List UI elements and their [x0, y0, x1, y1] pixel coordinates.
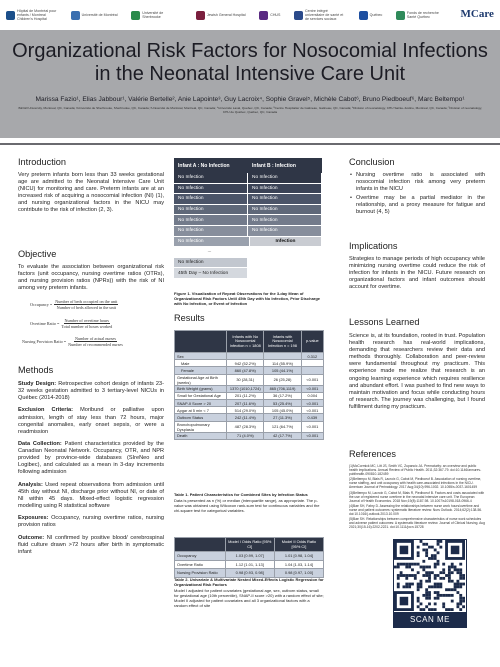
table-row: [175, 353, 324, 360]
poster-title: Organizational Risk Factors for Nosocomial Infections in the Neonatal Intensive Care Unit: [12, 40, 488, 85]
implications-heading: Implications: [349, 241, 398, 251]
table-row: [175, 367, 324, 374]
table-cell: 860 (47.8%): [227, 367, 264, 374]
methods-item-label: Exposures:: [18, 515, 49, 522]
infant-b-cell: Infection: [250, 237, 322, 248]
formula-lhs: Overtime Ratio =: [30, 321, 60, 326]
formula: [22, 336, 123, 347]
table-cell: 42 (17.7%): [264, 432, 301, 439]
conclusion-heading: Conclusion: [349, 157, 395, 167]
table-cell: 114 (55.9%): [264, 360, 301, 367]
logo-mark-icon: [131, 11, 140, 20]
observation-row: [174, 237, 322, 248]
table-cell: Overtime Ratio: [175, 560, 226, 569]
institution-logo: [461, 8, 494, 21]
affiliations: ¹McGill University, Montreal, QC, Canada; ²Université de Sherbrooke, Sherbrooke, QC, Canada; ³Université de Montréal, Montreal, QC, Canada; ⁴Université Laval, Quebec, QC, Canada; ⁵Centre Hospitalier de Gatineau, Gatineau, QC, Canada; ⁶Division of neonatology, CHU Sainte-Justine, Montreal, QC, Canada; ⁷Division of neonatology, CHU de Québec, Québec, QC, Canada: [17, 106, 483, 115]
table-cell: 1.03 [0.99, 1.07]: [225, 552, 274, 561]
table-header-cell: Infants with No Nosocomial Infection n = 1808: [227, 331, 264, 353]
table-header-cell: [175, 538, 226, 552]
infant-b-cell: No Infection: [248, 184, 322, 195]
lessons-heading: Lessons Learned: [349, 317, 420, 327]
table-row: [175, 552, 324, 561]
methods-item-text: NI confirmed by positive blood/ cerebrospinal fluid culture drawn >72 hours after birth in symptomatic infant: [18, 534, 164, 555]
observation-row: [174, 268, 322, 279]
scan-me-label: SCAN ME: [393, 612, 467, 628]
introduction-heading: Introduction: [18, 157, 67, 167]
observation-row: [174, 226, 322, 237]
table-cell: 53 (25.4%): [264, 399, 301, 406]
methods-item-text: Retrospective cohort design of infants 23-32 weeks gestation admitted to 3 tertiary-level NICUs in Québec (2014-2018): [18, 381, 164, 402]
observation-row: [174, 184, 322, 195]
formula-denominator: Number of recommended nurses: [68, 342, 123, 347]
observation-row: [174, 173, 322, 184]
table-row: [175, 421, 324, 432]
table-cell: SNAP-II Score > 20: [175, 399, 227, 406]
infant-a-cell: No Infection: [174, 194, 248, 205]
conclusion-list: [349, 172, 485, 218]
methods-item: [18, 535, 164, 556]
table-cell: <0.001: [301, 374, 323, 385]
table-cell: <0.001: [301, 432, 323, 439]
observation-row: [174, 258, 322, 269]
infant-a-cell: No Infection: [174, 184, 248, 195]
infant-b-header: Infant B : Infection: [252, 162, 296, 169]
table-cell: 0.312: [301, 353, 323, 360]
logo-text: MCare: [460, 8, 494, 21]
institution-logo: [294, 9, 345, 22]
methods-item-text: Used repeat observations from admission until 45th day without NI, discharge prior without NI, or date of NI within 45 days. Mixed-effect logistic regression modelling using R statistical software: [18, 481, 164, 509]
table-row: [175, 560, 324, 569]
table-cell: Small for Gestational Age: [175, 392, 227, 399]
logo-text: Jewish General Hospital: [206, 12, 246, 17]
institution-logo: [131, 11, 182, 20]
formula-numerator: Number of actual nurses: [74, 336, 117, 341]
table-cell: <0.001: [301, 407, 323, 414]
infant-a-cell: No Infection: [174, 215, 248, 226]
infant-a-header: Infant A : No Infection: [178, 162, 230, 169]
table-row: [175, 374, 324, 385]
table-row: [175, 407, 324, 414]
logo-text: CHUS: [270, 12, 281, 17]
table-cell: 0.98 [0.93, 0.98]: [225, 569, 274, 578]
table-cell: 242 (11.4%): [227, 414, 264, 421]
infant-b-cell: No Infection: [248, 215, 322, 226]
infant-a-cell: No Infection: [174, 205, 248, 216]
methods-item-label: Analysis:: [18, 481, 43, 488]
table-row: [175, 392, 324, 399]
logo-text: Hôpital de Montréal pour enfants / Montreal Children's Hospital: [17, 8, 57, 22]
table-cell: [264, 353, 301, 360]
table-cell: Occupancy: [175, 552, 226, 561]
institution-logo: [71, 11, 118, 20]
table-row: [175, 414, 324, 421]
logo-text: Centre intégré universitaire de santé et de services sociaux: [305, 8, 344, 22]
qr-code[interactable]: [393, 539, 467, 613]
logo-mark-icon: [71, 11, 80, 20]
infant-a-cell: No Infection: [174, 258, 248, 269]
table-cell: <0.001: [301, 421, 323, 432]
table-header-cell: Model II Odds Ratio [95% CI]: [274, 538, 323, 552]
methods-item: [18, 441, 164, 476]
table-cell: 1.01 [0.98, 1.04]: [274, 552, 323, 561]
banner-divider: [0, 143, 500, 145]
formula-lhs: Occupancy =: [30, 302, 53, 307]
infant-b-cell: [246, 247, 322, 258]
table-cell: 71 (4.0%): [227, 432, 264, 439]
logo-text: Fonds de recherche Santé Québec: [406, 10, 439, 19]
observation-row: [174, 194, 322, 205]
table-cell: 26 (25,28): [264, 374, 301, 385]
table-row: [175, 399, 324, 406]
logo-mark-icon: [6, 11, 15, 20]
institution-logo: [6, 9, 57, 22]
institution-logo: [359, 11, 383, 20]
formula-lhs: Nursing Provision Ratio =: [22, 339, 67, 344]
references-list: [349, 464, 485, 530]
table-2-note: Model I adjusted for patient covariates (gestational age, sex, outborn status, small for gestational age (10th percentile), SNAP-II score >20) with a random effect of site; Model II adjusted for patient covariates and all 3 organizational factors with a random effect of site: [174, 588, 324, 608]
table-cell: 30 (28,31): [227, 374, 264, 385]
qr-pattern: [394, 540, 465, 611]
methods-item-text: Patient characteristics provided by the Canadian Neonatal Network. Occupancy, OTR, and NPR provided by province-wide databases (SIreNeo and Logibec), and calculated as a mean in 3-day increments following admission: [18, 441, 164, 476]
infant-b-cell: No Infection: [248, 226, 322, 237]
infant-a-cell: No Infection: [174, 237, 250, 248]
table-cell: [227, 353, 264, 360]
table-header-cell: [175, 331, 227, 353]
infant-a-cell: ...: [174, 247, 246, 258]
implications-text: Strategies to manage periods of high occupancy while minimizing nursing overtime could reduce the risk of infection for infants in the NICU. Future research on organizational factors and infant outcomes should account for overtime.: [349, 256, 485, 291]
infant-b-cell: [248, 268, 322, 279]
table-cell: 487 (28.3%): [227, 421, 264, 432]
conclusion-item: • Nursing overtime ratio is associated with nosocomial infection risk among very preterm infants in the NICU: [349, 172, 485, 193]
methods-item-label: Outcome:: [18, 534, 45, 541]
table-cell: Male: [175, 360, 227, 367]
methods-item-label: Exclusion Criteria:: [18, 407, 73, 414]
table-cell: 942 (52.2%): [227, 360, 264, 367]
methods-item: [18, 407, 164, 435]
table-row: [175, 569, 324, 578]
table-cell: <0.001: [301, 385, 323, 392]
infant-a-cell: No Infection: [174, 173, 248, 184]
table-row: [175, 360, 324, 367]
institution-logo: [196, 11, 246, 20]
reference-item: (4)Bae SH, Fabry D. Assessing the relationships between nurse work hours/overtime and nurse and patient outcomes: systematic literature review. Nurs Outlook. 2014;62(2):138-56. doi:10.1016/j.outlook.2013.10.009: [349, 503, 483, 517]
introduction-text: Very preterm infants born less than 33 weeks gestational age are admitted to the Neonatal Intensive Care Unit (NICU) for monitoring and care. Preterm infants are at an increased risk of acquiring a nosocomial infection (NI) (1), and nursing organizational factors in the NICU may contribute to the risk of infection (2, 3).: [18, 172, 164, 214]
infant-a-cell: 45th Day – No Infection: [174, 268, 248, 279]
table-row: [175, 432, 324, 439]
formula-numerator: Number of beds occupied on the unit: [55, 299, 118, 304]
table-cell: 0.439: [301, 414, 323, 421]
table-cell: 105 (44.1%): [264, 367, 301, 374]
table-cell: Gestational Age at Birth (weeks): [175, 374, 227, 385]
table-patient-characteristics: [174, 330, 324, 440]
objective-text: To evaluate the association between organizational risk factors (unit occupancy, nursing overtime ratios (OTRs), and nursing provision ratios (NPRs)) with the risk of NI among very preterm infants.: [18, 264, 164, 292]
table-cell: 0.98 [0.97, 1.00]: [274, 569, 323, 578]
methods-item-label: Data Collection:: [18, 441, 62, 448]
logo-mark-icon: [359, 11, 368, 20]
lessons-text: Science is, at its foundation, rooted in trust. Population health research has real-world implications, demanding that researchers review their data and methods thoroughly. Collaboration and peer-review were fundamental throughout my practicum. This experience made me realize that research is an ongoing learning experience which requires resilience and abundant effort. I was pushed to find new ways to maintain motivation and focus while conducting hours of research. The journey was challenging, but I found fulfillment during my practicum.: [349, 333, 485, 410]
infant-a-cell: No Infection: [174, 226, 248, 237]
references-heading: References: [349, 449, 396, 459]
methods-item: [18, 482, 164, 510]
table-cell: Sex: [175, 353, 227, 360]
methods-heading: Methods: [18, 365, 54, 375]
table-2-title: Table 2. Univariate & Multivariate Nested Mixed-Effects Logistic Regression for Organizational Risk Factors: [174, 577, 324, 587]
table-cell: 0.004: [301, 392, 323, 399]
table-cell: Death: [175, 432, 227, 439]
infant-b-cell: [248, 258, 322, 269]
table-cell: 207 (11.6%): [227, 399, 264, 406]
table-cell: Bronchopulmonary Dysplasia: [175, 421, 227, 432]
figure-1-caption: Figure 1. Visualization of Repeat Observations for the 3-day Mean of Organizational Risk Factors Until 45th Day with No Infection, Prior Discharge with No Infection, or Event of Infection: [174, 291, 321, 306]
table-cell: [301, 360, 323, 367]
formula-denominator: Number of beds allowed in the unit: [56, 305, 116, 310]
infant-b-cell: No Infection: [248, 194, 322, 205]
logo-text: Université de Montréal: [81, 12, 118, 17]
logo-text: Québec: [369, 12, 383, 17]
table-cell: 1.04 [1.03, 1.14]: [274, 560, 323, 569]
reference-item: (3)Beltempo M, Lacroix G, Cabot M, Blais R, Piedboeuf B. Factors and costs associated with the use of registered nurse overtime in the neonatal intensive care unit. The European Journal of Health Economics. 2018 Nov;19(8):1187-98. 10.1007/s10198-018-0966-4: [349, 490, 485, 503]
logo-strip: [0, 0, 500, 30]
formula-numerator: Number of overtime hours: [64, 318, 110, 323]
visualization-header: [174, 158, 322, 173]
methods-item-label: Study Design:: [18, 381, 57, 387]
methods-list: [18, 381, 164, 561]
table-cell: <0.001: [301, 399, 323, 406]
institution-logo: [396, 11, 447, 20]
table-header-cell: Infants with Nosocomial Infection n = 198: [264, 331, 301, 353]
logo-mark-icon: [259, 11, 268, 20]
formula: [30, 318, 112, 329]
observation-visualization: [174, 158, 322, 279]
author-list: Marissa Fazio¹, Elias Jabbour¹, Valérie Bertelle², Anie Lapointe³, Guy Lacroix⁴, Sophie Gravel⁵, Michèle Cabot⁶, Bruno Piedboeuf⁶, Marc Beltempo¹: [35, 96, 465, 103]
institution-logo: [259, 11, 280, 20]
conclusion-item: • Overtime may be a partial mediator in the relationship, and a proxy measure for fatigue and burnout (4, 5): [349, 195, 485, 216]
methods-item-text: Occupancy, nursing overtime ratios, nursing provision ratios: [18, 515, 164, 529]
table-row: [175, 385, 324, 392]
table-1-title: Table 1. Patient Characteristics for Combined Sites by Infection Status: [174, 492, 308, 497]
table-cell: Apgar at 5 min < 7: [175, 407, 227, 414]
reference-item: (5)Bae SH. Relationships between comprehensive characteristics of nurse work schedules and adverse patient outcomes: A systematic literature review. Journal of Clinical Nursing. Aug 2021;30(15-16):2202-2221. doi:10.1111/jocn.15728: [349, 517, 485, 530]
observation-row: [174, 205, 322, 216]
table-cell: 1.12 [1.01, 1.13]: [225, 560, 274, 569]
logo-text: Université de Sherbrooke: [142, 10, 164, 19]
logo-mark-icon: [196, 11, 205, 20]
table-cell: Outborn Status: [175, 414, 227, 421]
table-regression: [174, 537, 324, 578]
infant-b-cell: No Infection: [248, 173, 322, 184]
results-heading: Results: [174, 313, 205, 323]
table-cell: 514 (29.0%): [227, 407, 264, 414]
methods-item-text: Moribund or palliative upon admission, length of stay less than 72 hours, major congenital anomalies, early onset sepsis, or were a readmission: [18, 407, 164, 435]
table-cell: 36 (17.2%): [264, 392, 301, 399]
infant-b-cell: No Infection: [248, 205, 322, 216]
table-cell: 1370 (1010,1724): [227, 385, 264, 392]
table-cell: Birth Weight (grams): [175, 385, 227, 392]
table-cell: 121 (64.7%): [264, 421, 301, 432]
reference-item: (2)Beltempo M, Blais R, Lacroix G, Cabot M, Piedboeuf B. Association of nursing overtime, nurse staffing, and unit occupancy with health care-associated infections in the NICU. American Journal of Perinatology. 2017 Aug;34(10):996-1002. 10.1055/s-0037-1601459: [349, 477, 482, 490]
methods-item: [18, 381, 164, 402]
formula: [30, 299, 118, 310]
methods-item: [18, 515, 164, 529]
objective-heading: Objective: [18, 249, 57, 259]
logo-mark-icon: [396, 11, 405, 20]
observation-row: [174, 247, 322, 258]
table-cell: [301, 367, 323, 374]
table-cell: Female: [175, 367, 227, 374]
table-header-cell: p-value: [301, 331, 323, 353]
table-cell: 27 (11.3%): [264, 414, 301, 421]
table-header-cell: Model I Odds Ratio [95% CI]: [225, 538, 274, 552]
logo-mark-icon: [294, 11, 303, 20]
table-cell: 105 (45.0%): [264, 407, 301, 414]
table-cell: 865 (706,1119): [264, 385, 301, 392]
observation-row: [174, 215, 322, 226]
table-cell: Nursing Provision Ratio: [175, 569, 226, 578]
table-cell: 201 (11.2%): [227, 392, 264, 399]
table-1-note: Data is presented as n (%) or median (interquartile range), as appropriate. The p-value was obtained using Wilcoxon rank-sum test for continuous variables and the chi-square test for categorical variables.: [174, 498, 320, 513]
reference-item: (1)McCormick MC, Litt JS, Smith VC, Zupancic JA. Prematurity: an overview and public health implications. Annual Review of Public Health. 2011;32:367-79. doi:10.1146/annurev-publhealth-090810-182459: [349, 464, 482, 477]
formula-denominator: Total number of hours worked: [61, 324, 113, 329]
